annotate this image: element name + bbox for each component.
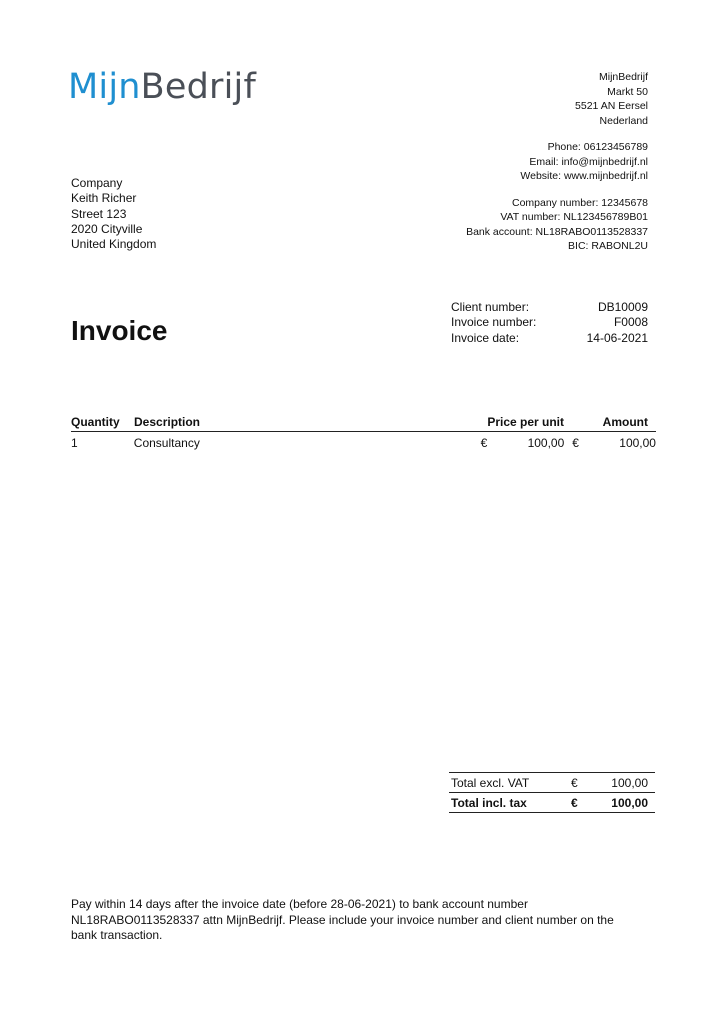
header-quantity: Quantity — [71, 415, 120, 429]
invoice-number-value: F0008 — [613, 315, 648, 330]
invoice-number-row — [451, 315, 648, 330]
total-incl-value: 100,00 — [611, 795, 648, 810]
logo-part-bedrijf: Bedrijf — [140, 67, 256, 107]
total-incl-label: Total incl. tax — [451, 795, 527, 810]
header-description: Description — [134, 415, 201, 429]
sender-contact — [466, 140, 648, 184]
invoice-date-label: Invoice date: — [451, 330, 520, 345]
sender-vat-number: VAT number: NL123456789B01 — [500, 211, 648, 223]
row-quantity: 1 — [71, 436, 78, 450]
recipient-country: United Kingdom — [71, 237, 157, 252]
sender-street: Markt 50 — [607, 85, 648, 98]
recipient-city: 2020 Cityville — [71, 221, 143, 236]
sender-company-number: Company number: 12345678 — [511, 196, 648, 209]
client-number-label: Client number: — [451, 300, 530, 314]
sender-country: Nederland — [599, 114, 648, 127]
recipient-address — [71, 176, 156, 252]
sender-bank-account: Bank account: NL18RABO0113528337 — [466, 225, 648, 238]
table-header — [71, 415, 656, 432]
line-items-table — [71, 415, 656, 450]
sender-address — [466, 70, 648, 128]
client-number-value: DB10009 — [597, 300, 648, 314]
total-excl-currency: € — [571, 775, 578, 790]
row-amount — [564, 436, 656, 450]
recipient-street: Street 123 — [71, 206, 127, 221]
total-excl-value: 100,00 — [611, 775, 648, 790]
row-price-currency: € — [480, 436, 488, 450]
total-incl-currency: € — [571, 795, 578, 810]
row-price — [479, 436, 565, 450]
sender-email: Email: info@mijnbedrijf.nl — [529, 155, 648, 168]
sender-phone: Phone: 06123456789 — [547, 141, 648, 153]
page-title: Invoice — [71, 315, 168, 346]
sender-registration — [466, 196, 648, 254]
sender-name: MijnBedrijf — [598, 71, 648, 83]
logo-part-mijn: Mijn — [68, 67, 141, 107]
recipient-company: Company — [71, 176, 123, 190]
table-row — [71, 432, 656, 450]
header-amount: Amount — [602, 415, 648, 429]
sender-city: 5521 AN Eersel — [575, 100, 648, 112]
header-price: Price per unit — [487, 415, 564, 429]
sender-website: Website: www.mijnbedrijf.nl — [520, 170, 648, 182]
row-price-value: 100,00 — [527, 436, 565, 450]
invoice-date-row — [451, 331, 648, 346]
row-amount-value: 100,00 — [619, 436, 656, 450]
totals-block — [449, 772, 655, 813]
invoice-meta — [451, 300, 648, 346]
sender-bic: BIC: RABONL2U — [568, 240, 648, 252]
invoice-number-label: Invoice number: — [451, 315, 537, 330]
invoice-date-value: 14-06-2021 — [586, 330, 648, 345]
total-excl-label: Total excl. VAT — [451, 775, 530, 790]
total-excl-vat-row — [449, 772, 655, 792]
company-logo — [68, 67, 256, 107]
sender-details — [466, 70, 648, 266]
row-description: Consultancy — [133, 436, 200, 450]
row-amount-currency: € — [572, 436, 579, 450]
total-incl-tax-row — [449, 792, 655, 813]
payment-instructions: Pay within 14 days after the invoice date (before 28-06-2021) to bank account number NL18RABO0113528337 attn MijnBedrijf. Please include your invoice number and client number on the bank transaction. — [71, 897, 614, 943]
client-number-row — [451, 300, 648, 315]
recipient-name: Keith Richer — [71, 191, 137, 206]
